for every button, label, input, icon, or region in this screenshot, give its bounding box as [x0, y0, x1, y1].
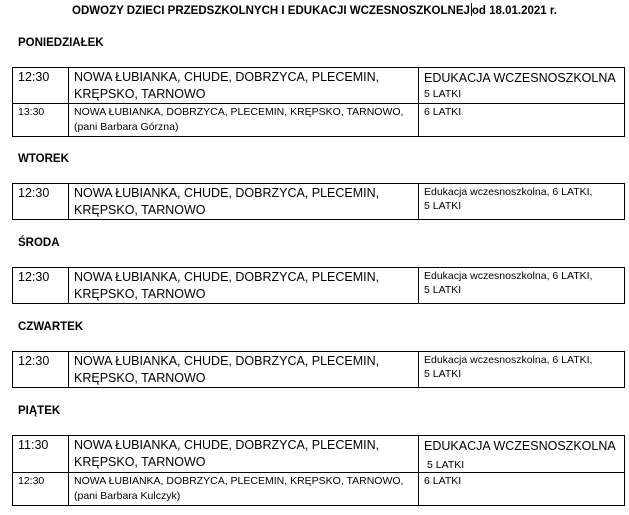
- time-cell: 12:30: [13, 268, 69, 304]
- group-line2: 5 LATKI: [424, 200, 462, 212]
- time-cell: 12:30: [13, 68, 69, 104]
- time-cell: 13:30: [13, 104, 69, 137]
- route-cell: NOWA ŁUBIANKA, CHUDE, DOBRZYCA, PLECEMIN, KRĘPSKO, TARNOWO: [69, 68, 419, 104]
- table-row: [13, 104, 625, 137]
- table-row: [13, 352, 625, 388]
- title-date: od 18.01.2021 r.: [471, 5, 557, 17]
- route-cell: NOWA ŁUBIANKA, CHUDE, DOBRZYCA, PLECEMIN, KRĘPSKO, TARNOWO: [69, 436, 419, 473]
- group-cell: [419, 268, 625, 304]
- group-cell: 6 LATKI: [419, 104, 625, 137]
- day-heading-thursday: CZWARTEK: [18, 321, 84, 333]
- table-row: [13, 268, 625, 304]
- document-title: [0, 3, 629, 17]
- time-cell: 11:30: [13, 436, 69, 473]
- table-row: [13, 68, 625, 104]
- group-line1: Edukacja wczesnoszkolna, 6 LATKI,: [424, 354, 593, 366]
- group-line1: EDUKACJA WCZESNOSZKOLNA: [424, 71, 616, 85]
- group-line2: 5 LATKI: [424, 88, 462, 100]
- route-cell: NOWA ŁUBIANKA, CHUDE, DOBRZYCA, PLECEMIN, KRĘPSKO, TARNOWO: [69, 268, 419, 304]
- group-line2: 5 LATKI: [424, 368, 462, 380]
- day-heading-monday: PONIEDZIAŁEK: [18, 37, 104, 49]
- route-cell: NOWA ŁUBIANKA, CHUDE, DOBRZYCA, PLECEMIN, KRĘPSKO, TARNOWO: [69, 352, 419, 388]
- title-main: ODWOZY DZIECI PRZEDSZKOLNYCH I EDUKACJI WCZESNOSZKOLNEJ: [72, 5, 470, 17]
- route-cell: NOWA ŁUBIANKA, DOBRZYCA, PLECEMIN, KRĘPSKO, TARNOWO, (pani Barbara Kulczyk): [69, 473, 419, 506]
- day-heading-tuesday: WTOREK: [18, 153, 69, 165]
- schedule-table-thursday: [12, 351, 625, 388]
- group-cell: [419, 184, 625, 220]
- time-cell: 12:30: [13, 352, 69, 388]
- schedule-table-tuesday: [12, 183, 625, 220]
- schedule-table-friday: [12, 435, 625, 506]
- group-cell: [419, 352, 625, 388]
- group-line1: Edukacja wczesnoszkolna, 6 LATKI,: [424, 186, 593, 198]
- route-cell: NOWA ŁUBIANKA, CHUDE, DOBRZYCA, PLECEMIN, KRĘPSKO, TARNOWO: [69, 184, 419, 220]
- group-line1: Edukacja wczesnoszkolna, 6 LATKI,: [424, 270, 593, 282]
- group-cell: [419, 436, 625, 473]
- group-cell: 6 LATKI: [419, 473, 625, 506]
- table-row: [13, 473, 625, 506]
- group-line1: EDUKACJA WCZESNOSZKOLNA: [424, 439, 616, 453]
- time-cell: 12:30: [13, 184, 69, 220]
- day-heading-friday: PIĄTEK: [18, 405, 61, 417]
- group-cell: [419, 68, 625, 104]
- table-row: [13, 436, 625, 473]
- time-cell: 12:30: [13, 473, 69, 506]
- route-cell: NOWA ŁUBIANKA, DOBRZYCA, PLECEMIN, KRĘPSKO, TARNOWO, (pani Barbara Górzna): [69, 104, 419, 137]
- schedule-table-wednesday: [12, 267, 625, 304]
- table-row: [13, 184, 625, 220]
- schedule-table-monday: [12, 67, 625, 137]
- day-heading-wednesday: ŚRODA: [18, 237, 60, 249]
- group-line2: 5 LATKI: [424, 284, 462, 296]
- group-line2: 5 LATKI: [427, 459, 465, 471]
